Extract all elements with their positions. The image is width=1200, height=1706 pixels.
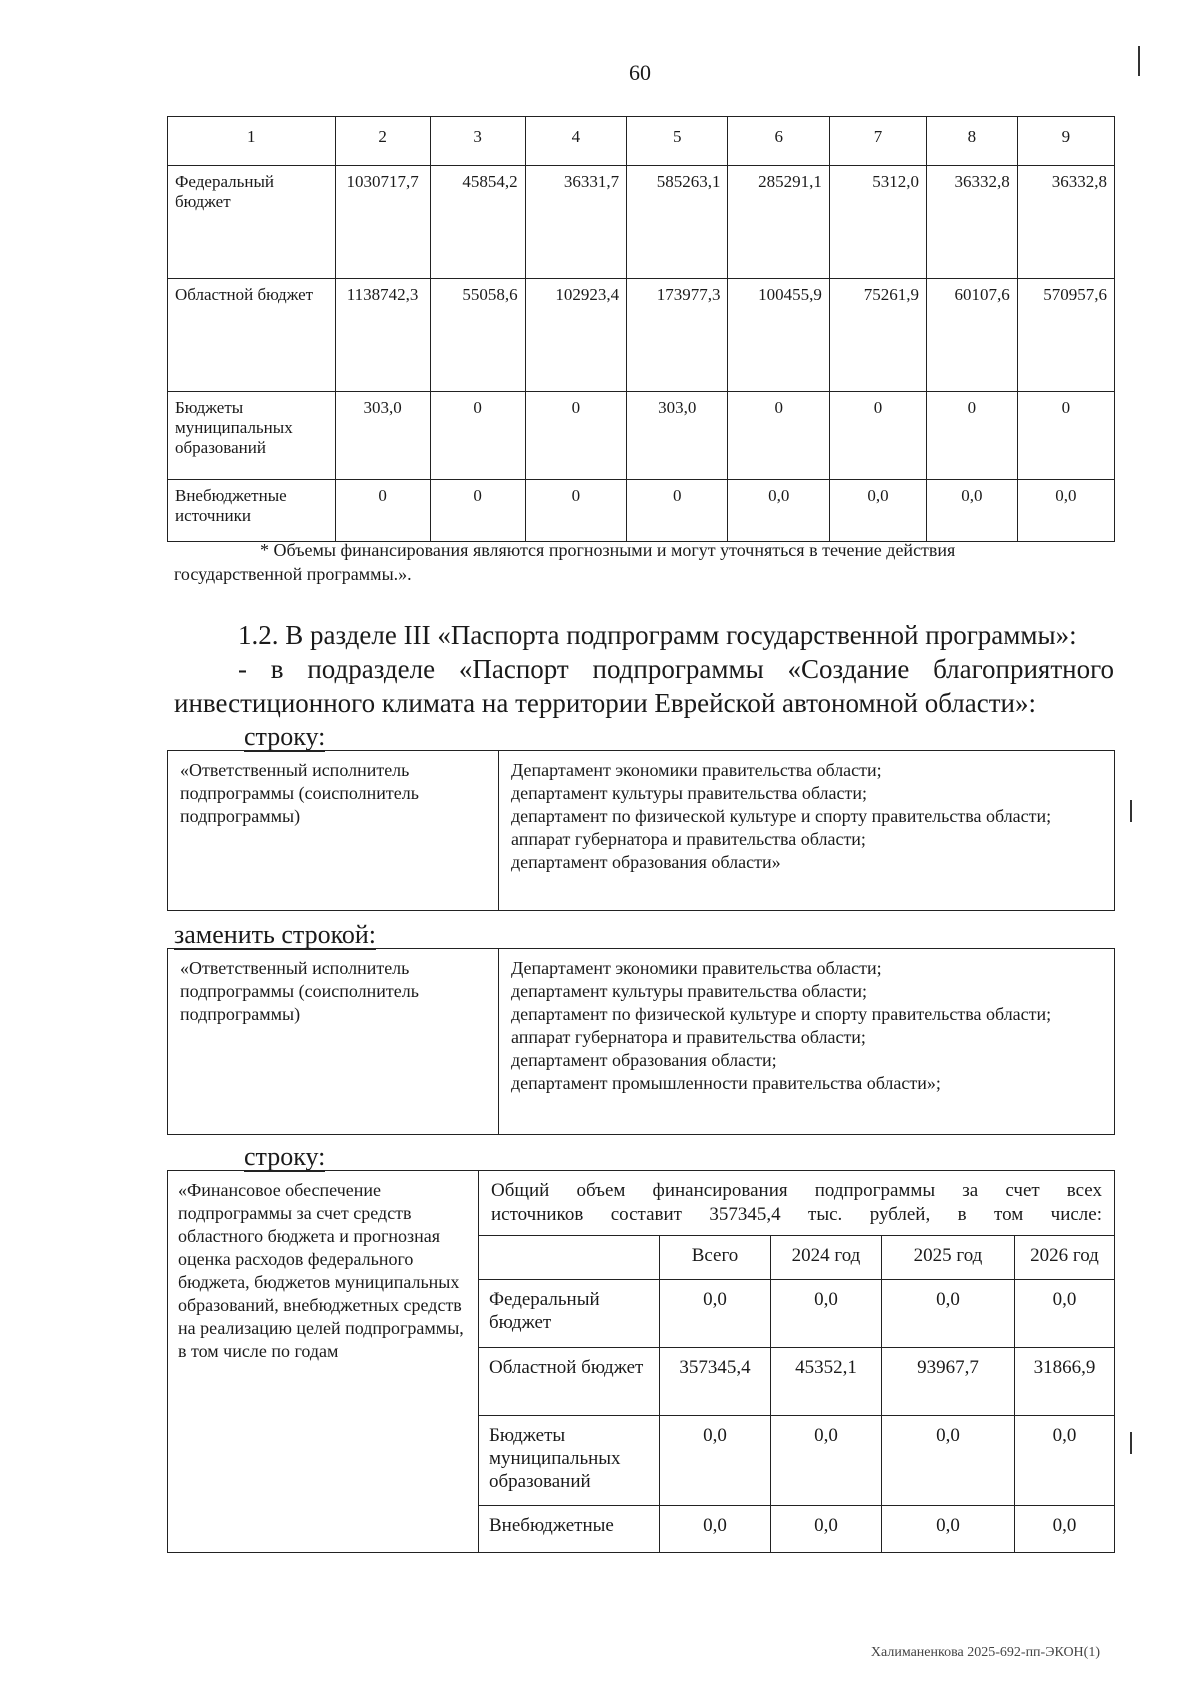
value-cell: 570957,6	[1017, 279, 1114, 392]
value-cell: 36331,7	[525, 166, 626, 279]
header-cell: 6	[728, 117, 829, 166]
footnote	[174, 538, 1114, 586]
value-cell: 102923,4	[525, 279, 626, 392]
value-cell: 0,0	[1015, 1416, 1115, 1506]
list-item: департамент по физической культуре и спорту правительства области;	[511, 806, 1052, 826]
new-responsible-row-table	[167, 948, 1115, 1135]
value-cell: 0	[430, 392, 525, 480]
value-cell: 0,0	[1015, 1506, 1115, 1552]
value-cell: 0,0	[927, 480, 1018, 542]
row-word: строку:	[244, 722, 326, 751]
value-cell: 0,0	[771, 1280, 882, 1348]
value-cell: 0,0	[829, 480, 926, 542]
value-cell: 0	[927, 392, 1018, 480]
value-cell: 55058,6	[430, 279, 525, 392]
list-item: аппарат губернатора и правительства области;	[511, 829, 866, 849]
value-cell: 0	[627, 480, 728, 542]
section-text	[174, 618, 1114, 720]
header-cell: 1	[168, 117, 336, 166]
replace-label-text	[174, 920, 376, 950]
value-cell: 285291,1	[728, 166, 829, 279]
value-cell: 45854,2	[430, 166, 525, 279]
value-cell: 0,0	[882, 1280, 1015, 1348]
table-row	[168, 751, 1115, 911]
finance-row-table	[167, 1170, 1115, 1553]
responsible-list-cell	[499, 949, 1115, 1135]
scan-edge-mark	[1130, 1432, 1132, 1454]
value-cell: 0	[728, 392, 829, 480]
responsible-list-cell	[499, 751, 1115, 911]
list-item: департамент образования области;	[511, 1050, 777, 1070]
responsible-label-cell: «Ответственный исполнитель подпрограммы (соисполнитель подпрограммы)	[168, 949, 499, 1135]
header-cell: 7	[829, 117, 926, 166]
value-cell: 0	[1017, 392, 1114, 480]
header-cell: 2024 год	[771, 1236, 882, 1280]
finance-intro	[479, 1171, 1114, 1235]
section-heading: 1.2. В разделе III «Паспорта подпрограмм государственной программы»:	[238, 620, 1077, 650]
table-row	[479, 1280, 1114, 1348]
value-cell: 0	[525, 392, 626, 480]
value-cell: 0	[525, 480, 626, 542]
table-row	[168, 279, 1115, 392]
value-cell: 0	[829, 392, 926, 480]
value-cell: 31866,9	[1015, 1348, 1115, 1416]
table-row	[168, 166, 1115, 279]
responsible-label-cell: «Ответственный исполнитель подпрограммы (соисполнитель подпрограммы)	[168, 751, 499, 911]
value-cell: 0,0	[771, 1506, 882, 1552]
finance-breakdown-table	[479, 1235, 1114, 1552]
list-item: департамент культуры правительства области;	[511, 783, 867, 803]
finance-intro-line: Общий объем финансирования подпрограммы за счет всех	[491, 1180, 1102, 1201]
value-cell: 0	[430, 480, 525, 542]
value-cell: 45352,1	[771, 1348, 882, 1416]
finance-content-cell	[479, 1171, 1115, 1553]
replace-word: заменить строкой:	[174, 920, 377, 949]
value-cell: 93967,7	[882, 1348, 1015, 1416]
value-cell: 5312,0	[829, 166, 926, 279]
row-label: Бюджеты муниципальных образований	[168, 392, 336, 480]
value-cell: 303,0	[627, 392, 728, 480]
list-item: департамент промышленности правительства области»;	[511, 1073, 941, 1093]
value-cell: 585263,1	[627, 166, 728, 279]
finance-intro-line: источников составит 357345,4 тыс. рублей, в том числе:	[491, 1204, 1102, 1225]
old-responsible-row-table	[167, 750, 1115, 911]
value-cell: 36332,8	[927, 166, 1018, 279]
header-cell: 9	[1017, 117, 1114, 166]
value-cell: 0,0	[660, 1416, 771, 1506]
value-cell: 173977,3	[627, 279, 728, 392]
header-cell: 2025 год	[882, 1236, 1015, 1280]
table-row	[168, 1171, 1115, 1553]
value-cell: 0,0	[1017, 480, 1114, 542]
header-cell: 5	[627, 117, 728, 166]
budget-table	[167, 116, 1115, 542]
row-label: Федеральный бюджет	[479, 1280, 660, 1348]
header-cell: 3	[430, 117, 525, 166]
value-cell: 1030717,7	[335, 166, 430, 279]
row-label: Федеральный бюджет	[168, 166, 336, 279]
list-item: Департамент экономики правительства области;	[511, 760, 882, 780]
value-cell: 0,0	[771, 1416, 882, 1506]
value-cell: 75261,9	[829, 279, 926, 392]
list-item: департамент культуры правительства области;	[511, 981, 867, 1001]
footnote-line: государственной программы.».	[174, 564, 412, 584]
header-cell: 2	[335, 117, 430, 166]
table-row	[479, 1348, 1114, 1416]
value-cell: 0,0	[1015, 1280, 1115, 1348]
list-item: аппарат губернатора и правительства области;	[511, 1027, 866, 1047]
value-cell: 0	[335, 480, 430, 542]
row-label-text-2	[244, 1142, 325, 1172]
table-row	[479, 1416, 1114, 1506]
value-cell: 0,0	[660, 1280, 771, 1348]
row-label: Бюджеты муниципальных образований	[479, 1416, 660, 1506]
table-row	[168, 949, 1115, 1135]
list-item: Департамент экономики правительства области;	[511, 958, 882, 978]
value-cell: 0,0	[882, 1506, 1015, 1552]
header-cell: Всего	[660, 1236, 771, 1280]
table-row	[168, 480, 1115, 542]
value-cell: 303,0	[335, 392, 430, 480]
value-cell: 0,0	[882, 1416, 1015, 1506]
value-cell: 1138742,3	[335, 279, 430, 392]
finance-header-row	[479, 1236, 1114, 1280]
row-label: Внебюджетные источники	[168, 480, 336, 542]
header-cell: 2026 год	[1015, 1236, 1115, 1280]
footnote-line: * Объемы финансирования являются прогнозными и могут уточняться в течение действия	[260, 540, 956, 560]
table-row	[168, 392, 1115, 480]
budget-header-row	[168, 117, 1115, 166]
list-item: департамент по физической культуре и спорту правительства области;	[511, 1004, 1052, 1024]
table-row	[479, 1506, 1114, 1552]
value-cell: 100455,9	[728, 279, 829, 392]
row-label: Областной бюджет	[479, 1348, 660, 1416]
header-cell	[479, 1236, 660, 1280]
value-cell: 0,0	[728, 480, 829, 542]
row-label: Областной бюджет	[168, 279, 336, 392]
row-label: Внебюджетные	[479, 1506, 660, 1552]
finance-label-cell: «Финансовое обеспечение подпрограммы за счет средств областного бюджета и прогнозная оценка расходов федерального бюджета, бюджетов муниципальных образований, внебюджетных средств на реализацию целей подпрограммы, в том числе по годам	[168, 1171, 479, 1553]
header-cell: 8	[927, 117, 1018, 166]
scan-edge-mark	[1130, 800, 1132, 822]
row-word: строку:	[244, 1142, 326, 1171]
row-label-text	[244, 722, 325, 752]
value-cell: 60107,6	[927, 279, 1018, 392]
header-cell: 4	[525, 117, 626, 166]
section-subheading: - в подразделе «Паспорт подпрограммы «Создание благоприятного инвестиционного климата на территории Еврейской автономной области»:	[174, 654, 1114, 718]
page-number: 60	[629, 60, 651, 85]
scan-edge-mark	[1138, 46, 1140, 76]
value-cell: 36332,8	[1017, 166, 1114, 279]
value-cell: 357345,4	[660, 1348, 771, 1416]
value-cell: 0,0	[660, 1506, 771, 1552]
document-signature: Халиманенкова 2025-692-пп-ЭКОН(1)	[870, 1645, 1100, 1660]
list-item: департамент образования области»	[511, 852, 781, 872]
